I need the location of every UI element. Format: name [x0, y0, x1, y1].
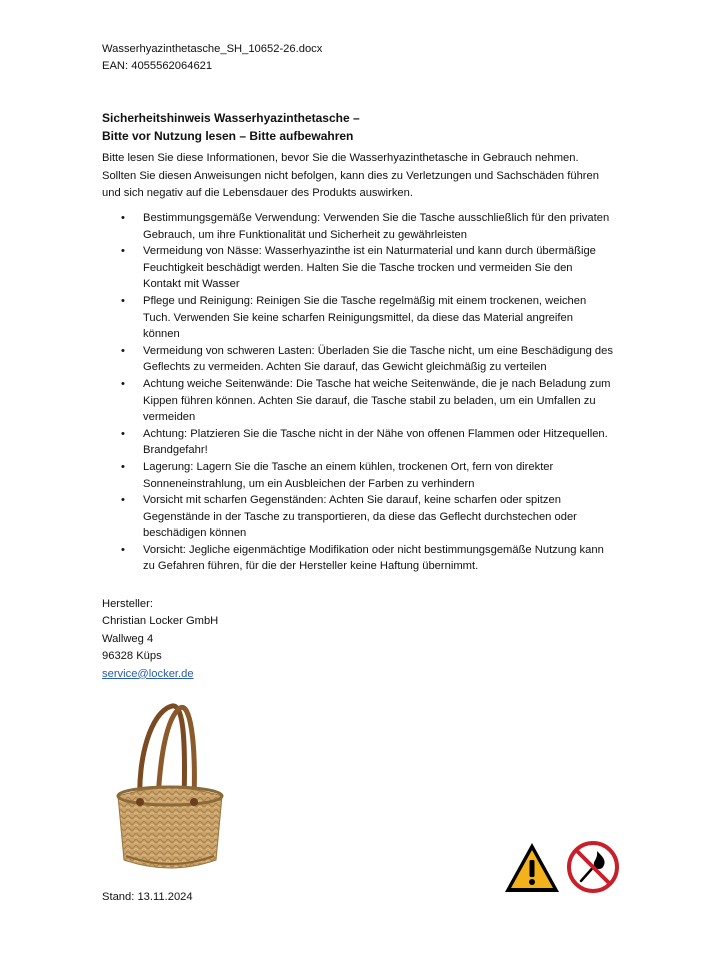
intro-line: und sich negativ auf die Lebensdauer des Produkts auswirken.	[102, 187, 413, 199]
bullet-line: Vermeidung von Nässe: Wasserhyazinthe ist ein Naturmaterial und kann durch übermäßige	[143, 245, 596, 258]
bullet-line: beschädigen können	[143, 527, 247, 540]
safety-bullet-item	[102, 426, 627, 459]
intro-line: Sollten Sie diesen Anweisungen nicht befolgen, kann dies zu Verletzungen und Sachschäden führen	[102, 169, 599, 182]
bullet-line: Achtung: Platzieren Sie die Tasche nicht in der Nähe von offenen Flammen oder Hitzequellen.	[143, 427, 608, 440]
safety-bullet-item	[102, 492, 627, 542]
bullet-line: Kippen führen können. Achten Sie darauf, die Tasche stabil zu beladen, um ein Umfallen zu	[143, 394, 596, 407]
bullet-line: Gegenstände in der Tasche zu transportieren, da diese das Geflecht durchstechen oder	[143, 510, 577, 523]
manufacturer-name: Christian Locker GmbH	[102, 615, 219, 628]
document-date: Stand: 13.11.2024	[102, 891, 193, 903]
bullet-line: Vorsicht: Jegliche eigenmächtige Modifikation oder nicht bestimmungsgemäße Nutzung kann	[143, 543, 604, 556]
manufacturer-email-link[interactable]: service@locker.de	[102, 667, 194, 680]
safety-bullet-item	[102, 243, 627, 293]
title-line-2: Bitte vor Nutzung lesen – Bitte aufbewahren	[102, 129, 354, 143]
title-line-1: Sicherheitshinweis Wasserhyazinthetasche –	[102, 111, 360, 125]
bullet-line: Sonneneinstrahlung, um ein Ausbleichen der Farben zu verhindern	[143, 477, 475, 490]
bullet-marker: •	[121, 377, 125, 390]
document-header	[102, 41, 322, 74]
document-title	[102, 109, 360, 145]
bullet-line: Kontakt mit Wasser	[143, 278, 240, 291]
bullet-marker: •	[121, 494, 125, 507]
bullet-marker: •	[121, 294, 125, 307]
bullet-marker: •	[121, 344, 125, 357]
safety-bullet-item	[102, 343, 627, 376]
bullet-line: Lagerung: Lagern Sie die Tasche an einem kühlen, trockenen Ort, fern von direkter	[143, 460, 554, 473]
bullet-line: Geflechts zu vermeiden. Achten Sie darauf, das Gewicht gleichmäßig zu verteilen	[143, 361, 547, 374]
bullet-line: Vermeidung von schweren Lasten: Überladen Sie die Tasche nicht, um eine Beschädigung des	[143, 344, 613, 357]
bullet-line: Brandgefahr!	[143, 444, 208, 457]
bullet-marker: •	[121, 212, 125, 224]
manufacturer-label: Hersteller:	[102, 598, 153, 610]
no-open-flame-icon	[567, 841, 619, 893]
bullet-line: Feuchtigkeit beschädigt werden. Halten Sie die Tasche trocken und vermeiden Sie den	[143, 261, 573, 274]
bullet-line: können	[143, 328, 180, 341]
safety-bullet-item	[102, 293, 627, 343]
bullet-line: zu Gefahren führen, für die der Hersteller keine Haftung übernimmt.	[143, 560, 479, 573]
manufacturer-street: Wallweg 4	[102, 632, 154, 645]
filename-text: Wasserhyazinthetasche_SH_10652-26.docx	[102, 43, 323, 55]
bullet-marker: •	[121, 427, 125, 440]
safety-bullet-item	[102, 376, 627, 426]
safety-bullet-item	[102, 210, 627, 243]
bullet-line: Tuch. Verwenden Sie keine scharfen Reinigungsmittel, da diese das Material angreifen	[143, 311, 573, 324]
safety-bullet-item	[102, 459, 627, 492]
ean-text: EAN: 4055562064621	[102, 59, 213, 72]
bullet-line: Achtung weiche Seitenwände: Die Tasche hat weiche Seitenwände, die je nach Beladung zum	[143, 377, 611, 390]
manufacturer-city: 96328 Küps	[102, 650, 162, 663]
bullet-marker: •	[121, 460, 125, 473]
bullet-line: Vorsicht mit scharfen Gegenständen: Achten Sie darauf, keine scharfen oder spitzen	[143, 494, 561, 507]
bullet-line: Gebrauch, um ihre Funktionalität und Sicherheit zu gewährleisten	[143, 228, 467, 241]
intro-line: Bitte lesen Sie diese Informationen, bevor Sie die Wasserhyazinthetasche in Gebrauch nehmen.	[102, 152, 579, 164]
bullet-line: Pflege und Reinigung: Reinigen Sie die Tasche regelmäßig mit einem trockenen, weichen	[143, 294, 587, 307]
intro-paragraph	[102, 150, 622, 203]
manufacturer-block	[102, 596, 218, 683]
bullet-line: vermeiden	[143, 411, 196, 424]
safety-bullet-item	[102, 542, 627, 575]
bullet-line: Bestimmungsgemäße Verwendung: Verwenden Sie die Tasche ausschließlich für den privaten	[143, 212, 610, 224]
bullet-marker: •	[121, 245, 125, 258]
safety-bullet-list	[102, 210, 627, 575]
basket-product-image	[110, 700, 230, 880]
bullet-marker: •	[121, 543, 125, 556]
warning-triangle-icon	[502, 840, 562, 896]
